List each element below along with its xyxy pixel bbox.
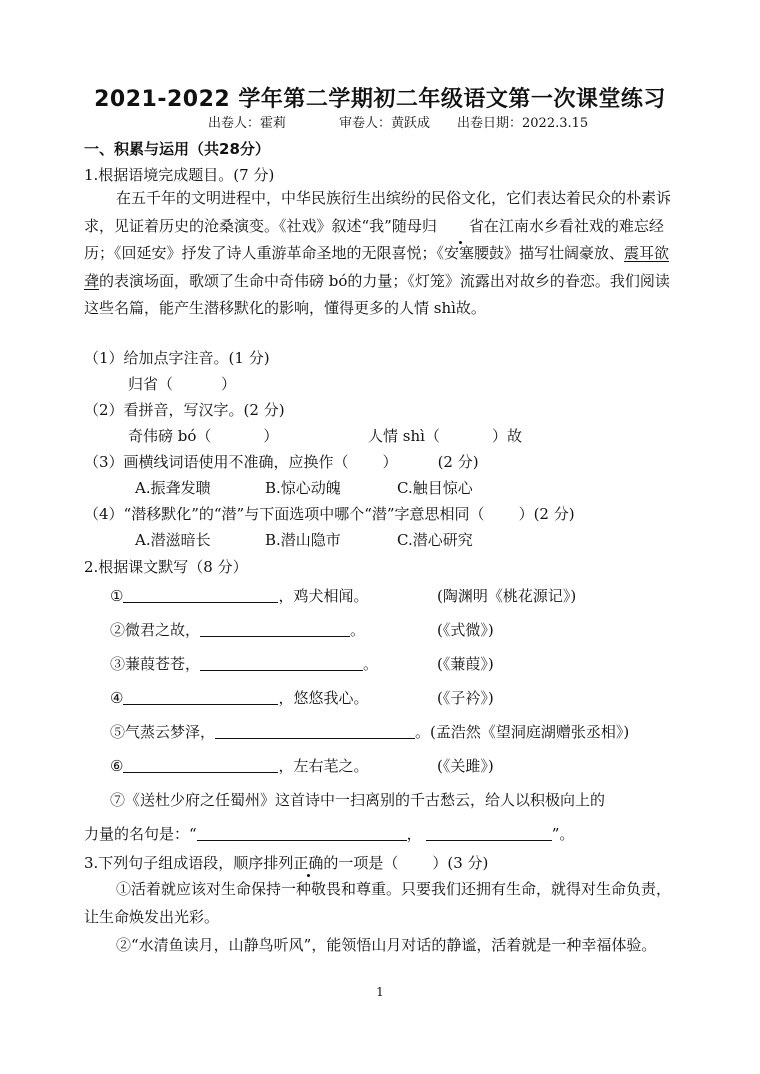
stem-close: ）(3 分)	[432, 854, 489, 872]
item-source: (陶渊明《桃花源记》)	[437, 587, 577, 605]
question-3-sentence-2: ②“水清鱼读月，山静鸟听风”，能领悟山月对话的静谧，活着就是一种幸福体验。	[116, 936, 657, 954]
recitation-item-1	[110, 585, 368, 606]
item-suffix: ”。	[551, 825, 575, 843]
section-heading: 一、积累与运用（共28分）	[84, 140, 270, 158]
item-source: (《蒹葭》)	[437, 655, 494, 673]
sub-question-4-options	[135, 529, 473, 550]
fill-blank[interactable]	[123, 688, 278, 705]
sub-question-1-answer	[128, 373, 236, 394]
fill-blank[interactable]	[200, 654, 363, 671]
passage-text: 在五千年的文明进程中，中华民族衍生出缤纷的民俗文化，它们表达着民众的朴素诉求，见证着历史的沧桑演变。《社戏》叙述“我”随母归	[84, 189, 672, 235]
sub-question-3	[84, 451, 479, 472]
item-suffix: ，左右芼之。	[278, 757, 369, 775]
page-number: 1	[376, 985, 384, 999]
reviewer-label: 审卷人：黄跃成	[339, 116, 431, 131]
option-a[interactable]: A.振聋发聩	[135, 479, 211, 497]
sub-question-2-a	[128, 425, 278, 446]
answer-prompt: 奇伟磅 bó（	[128, 427, 212, 445]
question-3-stem	[84, 852, 488, 873]
fill-blank[interactable]	[123, 586, 278, 603]
recitation-item-6	[110, 755, 368, 776]
author-label: 出卷人：霍莉	[208, 116, 287, 131]
item-prefix: ④	[110, 689, 124, 707]
item-prefix: ①	[110, 587, 124, 605]
sub-question-3-options	[135, 477, 473, 498]
dotted-char: 省	[437, 213, 484, 241]
score-label: (2 分)	[437, 453, 479, 471]
item-suffix: ，鸡犬相闻。	[278, 587, 369, 605]
item-prefix: ③蒹葭苍苍，	[110, 655, 201, 673]
passage-text: 在江南水乡看社戏的难忘经历；《回延安》抒发了诗人重游革命圣地的无限喜悦；《安塞腰鼓》描写壮阔豪放、	[84, 216, 664, 262]
fill-blank[interactable]	[215, 722, 415, 739]
item-prefix: ⑥	[110, 757, 124, 775]
option-a[interactable]: A.潜滋暗长	[135, 531, 211, 549]
item-source: (孟浩然《望洞庭湖赠张丞相》)	[430, 723, 630, 741]
underlined-phrase: 震耳欲聋	[84, 244, 670, 290]
option-b[interactable]: B.潜山隐市	[265, 531, 341, 549]
item-source: (《关雎》)	[437, 757, 494, 775]
recitation-item-5	[110, 721, 629, 742]
sub-question-text: （3）画横线词语使用不准确，应换作（	[84, 453, 349, 471]
answer-close: ）故	[491, 427, 522, 445]
answer-prompt: 归省（	[128, 375, 174, 393]
recitation-item-3	[110, 653, 378, 674]
item-suffix: 。	[415, 723, 431, 741]
item-source: (《式微》)	[437, 621, 494, 639]
answer-close: ）	[382, 453, 398, 471]
recitation-item-4	[110, 687, 368, 708]
page-title: 2021-2022 学年第二学期初二年级语文第一次课堂练习	[94, 87, 666, 112]
passage-text: 的表演场面，歌颂了生命中奇伟磅 bó的力量；《灯笼》流露出对故乡的眷恋。我们阅读这些名篇，能产生潜移默化的影响，懂得更多的人情 shì故。	[84, 271, 670, 317]
stem-text: 3.下列句子组成语段，顺序排列	[84, 854, 294, 872]
answer-close: ）	[263, 427, 279, 445]
sub-question-text: （4）“潜移默化”的“潜”与下面选项中哪个“潜”字意思相同（	[84, 505, 485, 523]
fill-blank[interactable]	[197, 824, 407, 841]
answer-prompt: 人情 shì（	[368, 427, 440, 445]
fill-blank[interactable]	[426, 824, 552, 841]
recitation-item-7-answer	[84, 823, 574, 844]
stem-text: 的一项是（	[323, 854, 399, 872]
answer-close: ）	[221, 375, 237, 393]
option-b[interactable]: B.惊心动魄	[265, 479, 341, 497]
dotted-word: 正确	[293, 854, 324, 872]
item-suffix: 。	[350, 621, 366, 639]
item-suffix: 。	[363, 655, 379, 673]
question-1-passage	[84, 185, 682, 323]
sub-question-4	[84, 503, 575, 524]
recitation-item-2	[110, 619, 365, 640]
question-3-sentence-1: ①活着就应该对生命保持一种敬畏和尊重。只要我们还拥有生命，就得对生命负责，让生命焕发出光彩。	[84, 880, 672, 926]
item-suffix: ，悠悠我心。	[278, 689, 369, 707]
sub-question-2: （2）看拼音，写汉字。(2 分)	[84, 401, 285, 419]
answer-close: ）(2 分)	[518, 505, 575, 523]
question-2-stem: 2.根据课文默写（8 分）	[84, 558, 248, 576]
question-1-stem: 1.根据语境完成题目。(7 分)	[84, 166, 275, 184]
option-c[interactable]: C.触目惊心	[397, 479, 473, 497]
item-prefix: 力量的名句是：“	[84, 825, 197, 843]
sub-question-2-b	[368, 425, 522, 446]
item-separator: ，	[406, 825, 422, 843]
fill-blank[interactable]	[123, 756, 278, 773]
date-label: 出卷日期：2022.3.15	[457, 116, 589, 131]
item-source: (《子衿》)	[437, 689, 494, 707]
fill-blank[interactable]	[200, 620, 350, 637]
recitation-item-7: ⑦《送杜少府之任蜀州》这首诗中一扫离别的千古愁云，给人以积极向上的	[110, 791, 606, 809]
option-c[interactable]: C.潜心研究	[397, 531, 473, 549]
item-prefix: ②微君之故，	[110, 621, 201, 639]
sub-question-1: （1）给加点字注音。(1 分)	[84, 349, 270, 367]
item-prefix: ⑤气蒸云梦泽，	[110, 723, 216, 741]
